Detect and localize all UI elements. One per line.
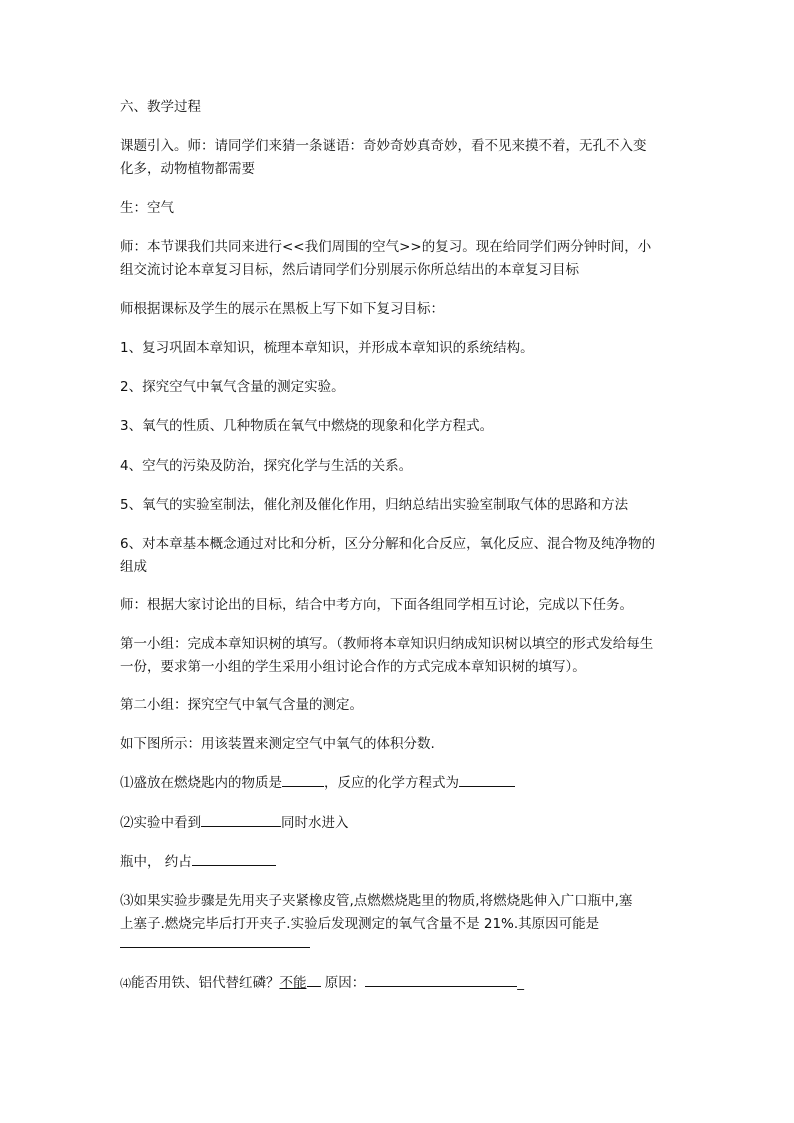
document-page — [120, 0, 680, 1123]
q1-text-1: ⑴盛放在燃烧匙内的物质是 — [120, 775, 282, 791]
q4-text-1: 能否用铁、铝代替红磷？ — [131, 975, 280, 991]
q1-text-2: ，反应的化学方程式为 — [324, 775, 459, 791]
teacher-intro-paragraph — [120, 236, 680, 282]
q1-blank-1[interactable] — [282, 772, 324, 787]
group1-line-1: 第一小组：完成本章知识树的填写。（教师将本章知识归纳成知识树以填空的形式发给每生 — [120, 636, 654, 652]
q2-blank-2[interactable] — [192, 851, 276, 866]
intro-paragraph — [120, 135, 680, 181]
q2-text-2: 同时水进入 — [281, 815, 349, 831]
teacher-task: 师：根据大家讨论出的目标，结合中考方向，下面各组同学相互讨论，完成以下任务。 — [120, 597, 633, 613]
q2-text-1: ⑵实验中看到 — [120, 815, 201, 831]
question-4 — [120, 972, 680, 995]
student-answer: 生：空气 — [120, 200, 174, 216]
goal-item: 3、氧气的性质、几种物质在氧气中燃烧的现象和化学方程式。 — [120, 418, 494, 434]
goal-6-line-1: 6、对本章基本概念通过对比和分析，区分分解和化合反应，氧化反应、混合物及纯净物的 — [120, 536, 656, 552]
group1-line-2: 一份，要求第一小组的学生采用小组讨论合作的方式完成本章知识树的填写）。 — [120, 659, 586, 675]
section-heading: 六、教学过程 — [120, 99, 201, 115]
group2-heading: 第二小组：探究空气中氧气含量的测定。 — [120, 697, 363, 713]
q4-reason-blank[interactable] — [365, 972, 517, 987]
q3-line-2: 上塞子.燃烧完毕后打开夹子.实验后发现测定的氧气含量不是 21%.其原因可能是 — [120, 916, 600, 932]
q3-line-1: ⑶如果实验步骤是先用夹子夹紧橡皮管,点燃燃烧匙里的物质,将燃烧匙伸入广口瓶中,塞 — [120, 893, 633, 909]
figure-note: 如下图所示：用该装置来测定空气中氧气的体积分数. — [120, 736, 435, 752]
q4-text-2: 原因： — [320, 975, 366, 991]
question-3 — [120, 890, 680, 936]
question-2 — [120, 812, 680, 835]
q4-tail: _ — [517, 975, 525, 991]
q1-blank-2[interactable] — [459, 772, 515, 787]
q2-blank-1[interactable] — [201, 812, 281, 827]
goal-item: 5、氧气的实验室制法，催化剂及催化作用，归纳总结出实验室制取气体的思路和方法 — [120, 497, 629, 513]
q2b-text: 瓶中， 约占 — [120, 854, 192, 870]
goal-item: 1、复习巩固本章知识，梳理本章知识，并形成本章知识的系统结构。 — [120, 340, 534, 356]
goal-item: 2、探究空气中氧气含量的测定实验。 — [120, 379, 345, 395]
board-note: 师根据课标及学生的展示在黑板上写下如下复习目标： — [120, 301, 444, 317]
goal-item: 4、空气的污染及防治，探究化学与生活的关系。 — [120, 458, 413, 474]
q4-answer-blank[interactable] — [307, 972, 321, 987]
q4-answer: 不能 — [279, 975, 307, 991]
intro-line-2: 化多，动物植物都需要 — [120, 161, 255, 177]
teacher-intro-line-1: 师：本节课我们共同来进行<<我们周围的空气>>的复习。现在给同学们两分钟时间，小 — [120, 239, 652, 255]
goal-6-line-2: 组成 — [120, 559, 147, 575]
group1-paragraph — [120, 633, 680, 679]
goal-item-6 — [120, 533, 680, 579]
question-2-continued — [120, 851, 680, 874]
question-1 — [120, 772, 680, 795]
q4-number: ⑷ — [120, 977, 131, 990]
teacher-intro-line-2: 组交流讨论本章复习目标，然后请同学们分别展示你所总结出的本章复习目标 — [120, 262, 579, 278]
q3-answer-line[interactable] — [120, 947, 310, 948]
intro-line-1: 课题引入。师：请同学们来猜一条谜语：奇妙奇妙真奇妙，看不见来摸不着，无孔不入变 — [120, 138, 647, 154]
